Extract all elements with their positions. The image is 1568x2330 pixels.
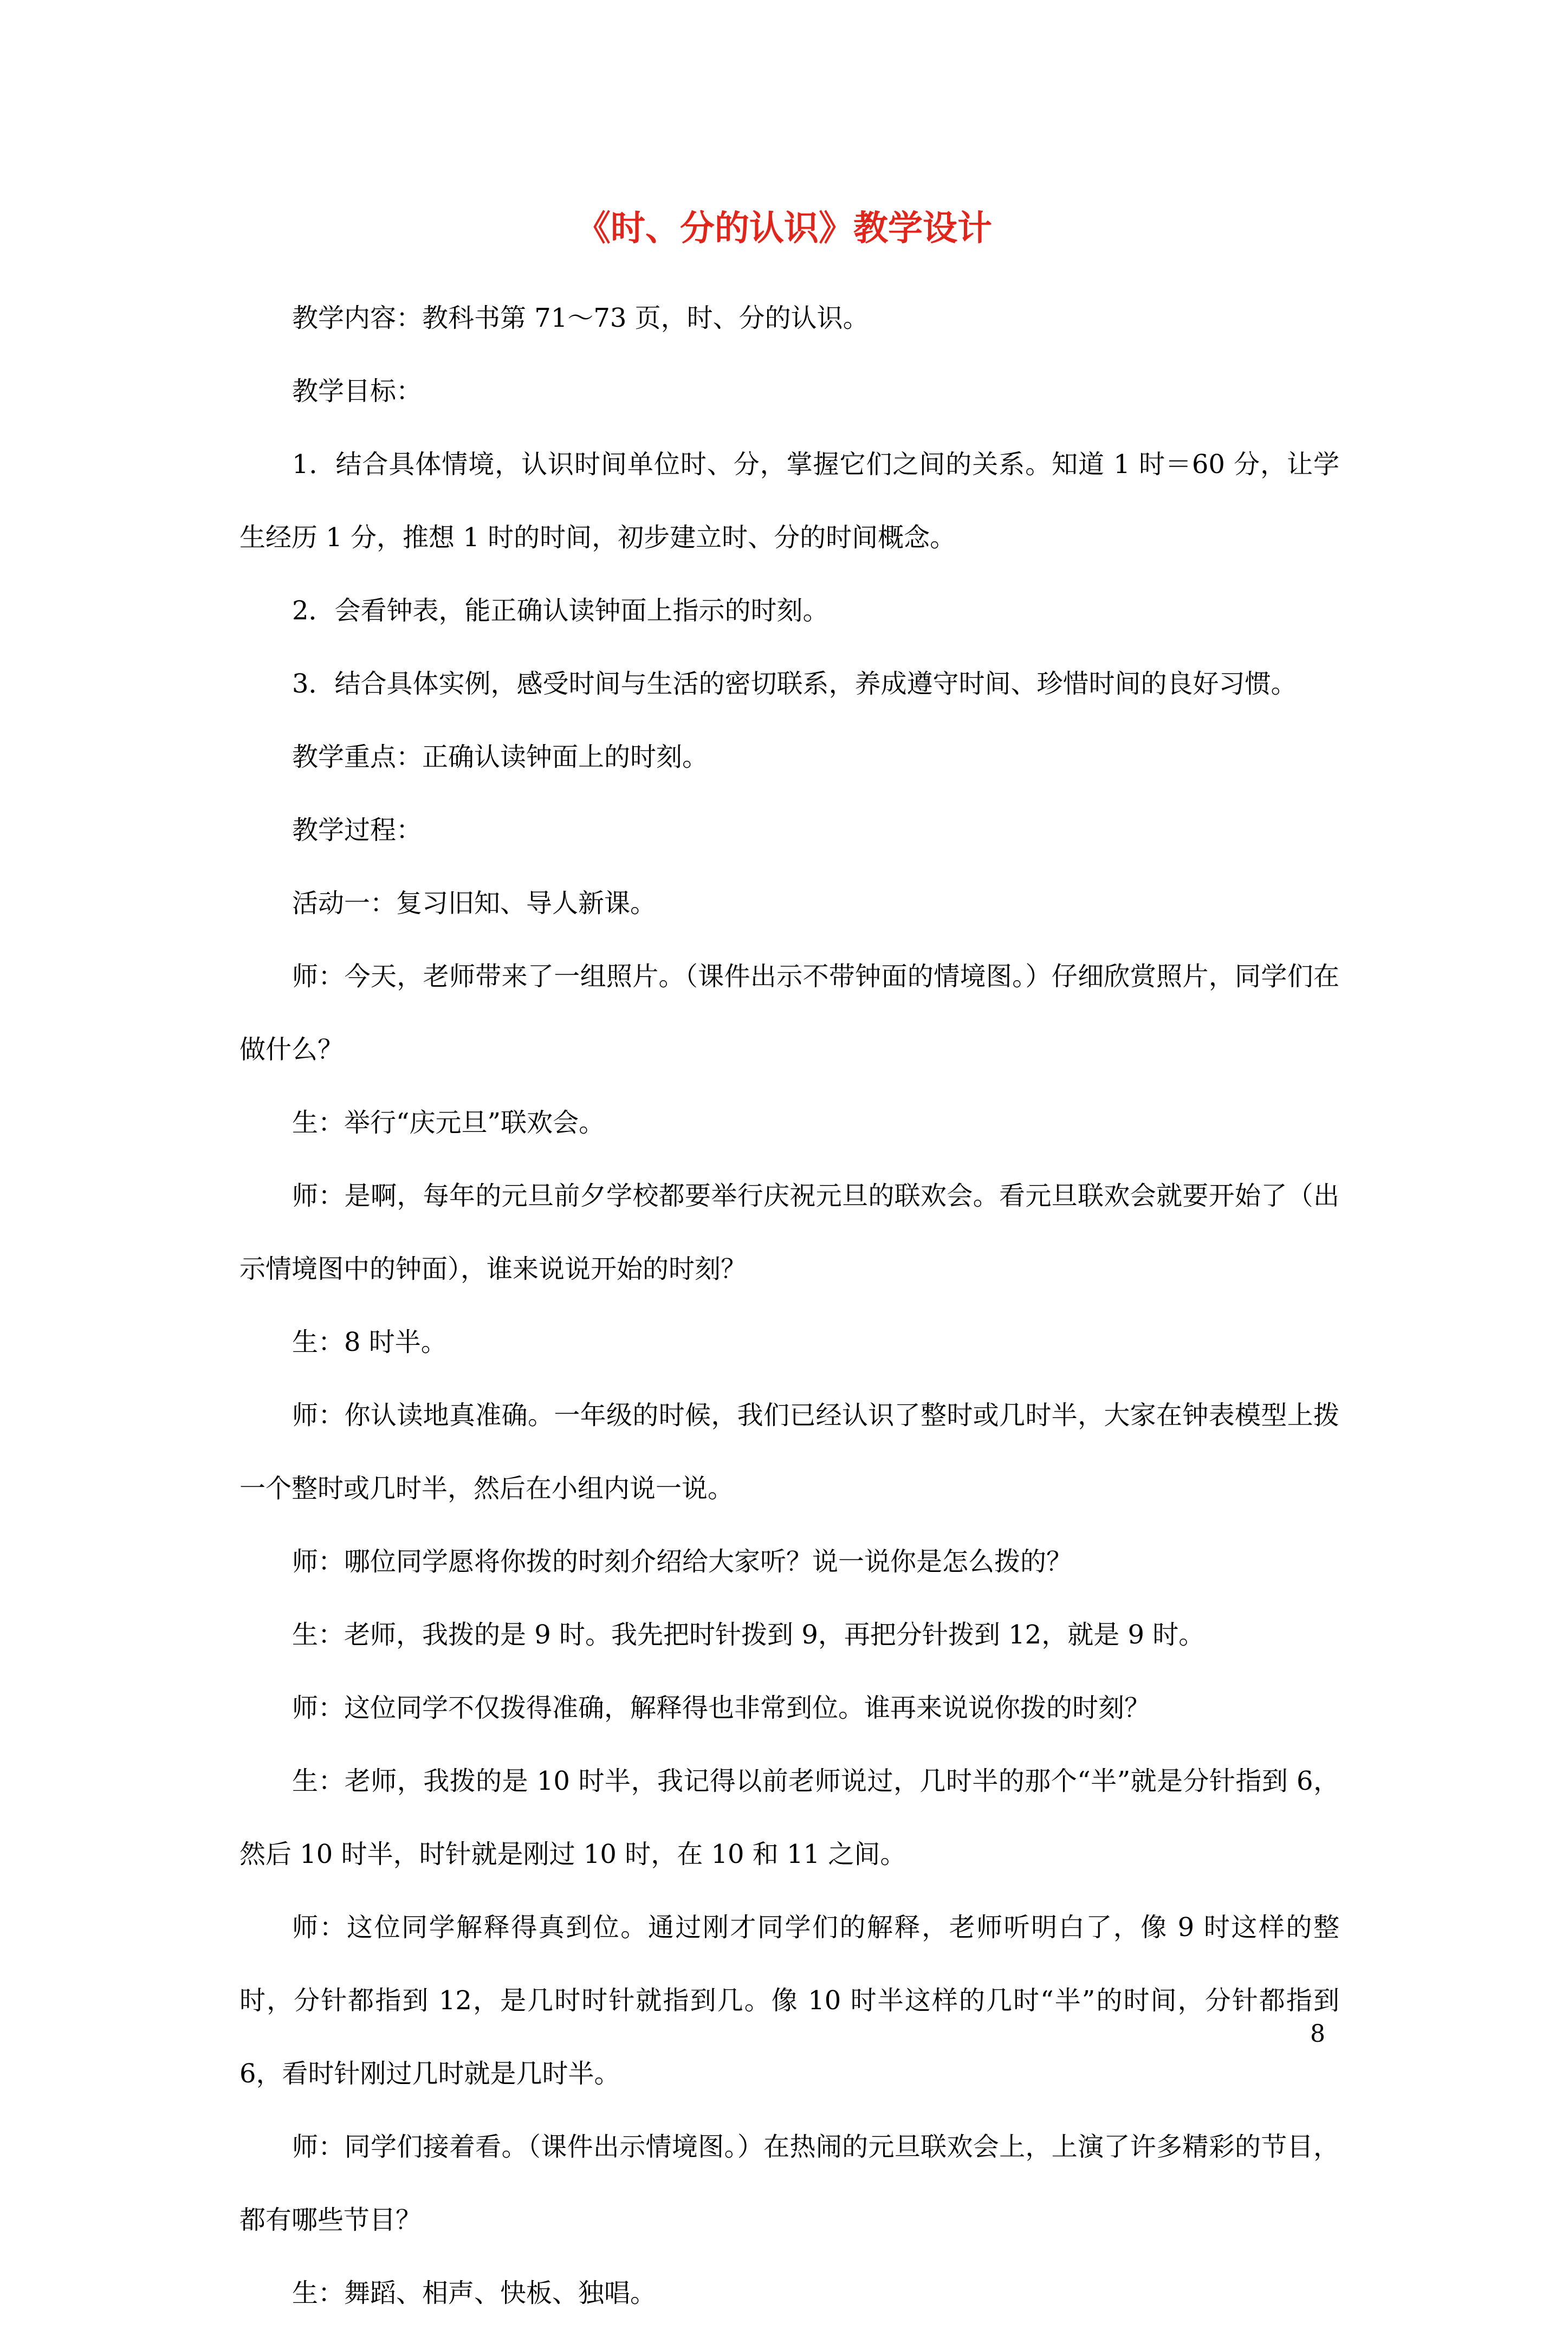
paragraph: 生：舞蹈、相声、快板、独唱。 (292, 2278, 657, 2308)
document-title: 《时、分的认识》教学设计 (576, 208, 992, 249)
page-number: 8 (1310, 2020, 1325, 2048)
paragraph: 2．会看钟表，能正确认读钟面上指示的时刻。 (292, 596, 829, 626)
paragraph: 生：8 时半。 (292, 1327, 447, 1357)
paragraph: 师：哪位同学愿将你拨的时刻介绍给大家听？说一说你是怎么拨的？ (292, 1546, 1073, 1577)
paragraph: 师：同学们接着看。（课件出示情境图。）在热闹的元旦联欢会上，上演了许多精彩的节目，都有哪些节目？ (239, 2132, 1339, 2235)
paragraph: 师：你认读地真准确。一年级的时候，我们已经认识了整时或几时半，大家在钟表模型上拨一个整时或几时半，然后在小组内说一说。 (239, 1400, 1339, 1504)
document-body (239, 282, 1339, 2330)
paragraph: 教学目标： (292, 376, 423, 406)
paragraph: 生：举行“庆元旦”联欢会。 (292, 1108, 605, 1138)
paragraph: 教学重点：正确认读钟面上的时刻。 (292, 742, 709, 772)
paragraph: 教学过程： (292, 815, 423, 845)
paragraph: 师：是啊，每年的元旦前夕学校都要举行庆祝元旦的联欢会。看元旦联欢会就要开始了（出示情境图中的钟面），谁来说说开始的时刻？ (239, 1181, 1339, 1284)
paragraph: 生：老师，我拨的是 9 时。我先把时针拨到 9，再把分针拨到 12，就是 9 时。 (292, 1620, 1205, 1650)
paragraph: 师：今天，老师带来了一组照片。（课件出示不带钟面的情境图。）仔细欣赏照片，同学们在做什么？ (239, 961, 1339, 1065)
paragraph: 教学内容：教科书第 71～73 页，时、分的认识。 (292, 303, 869, 333)
paragraph: 1．结合具体情境，认识时间单位时、分，掌握它们之间的关系。知道 1 时＝60 分，让学生经历 1 分，推想 1 时的时间，初步建立时、分的时间概念。 (239, 449, 1339, 553)
paragraph: 生：老师，我拨的是 10 时半，我记得以前老师说过，几时半的那个“半”就是分针指到 6，然后 10 时半，时针就是刚过 10 时，在 10 和 11 之间。 (239, 1766, 1339, 1869)
paragraph: 活动一：复习旧知、导人新课。 (292, 888, 657, 918)
paragraph: 师：这位同学不仅拨得准确，解释得也非常到位。谁再来说说你拨的时刻？ (292, 1693, 1151, 1723)
paragraph: 师：这位同学解释得真到位。通过刚才同学们的解释，老师听明白了，像 9 时这样的整时，分针都指到 12，是几时时针就指到几。像 10 时半这样的几时“半”的时间，分针都指到 6，看时针刚过几时就是几时半。 (239, 1912, 1339, 2089)
paragraph: 3．结合具体实例，感受时间与生活的密切联系，养成遵守时间、珍惜时间的良好习惯。 (292, 669, 1297, 699)
